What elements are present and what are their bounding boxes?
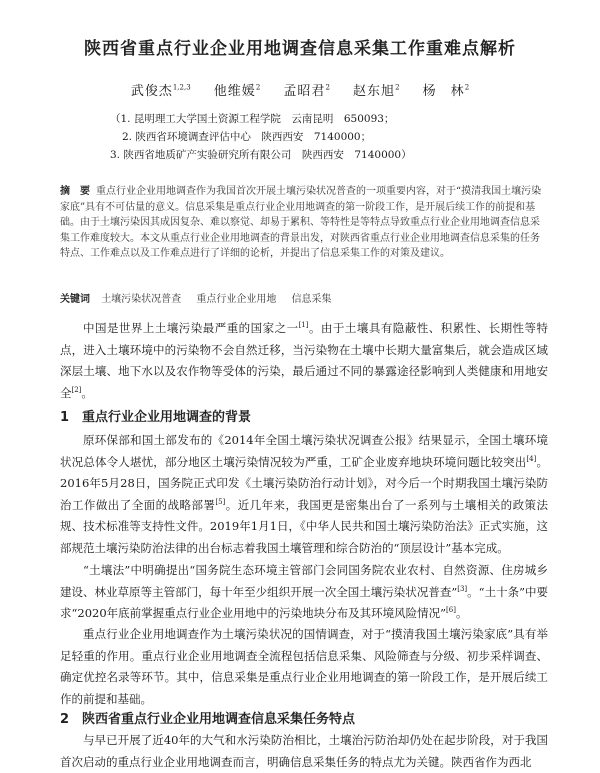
citation: [3] (457, 584, 468, 593)
section-title: 重点行业企业用地调查的背景 (82, 410, 252, 425)
body-paragraph: 重点行业企业用地调查作为土壤污染状况的国情调查，对于“摸清我国土壤污染家底”具有举足轻重的作用。重点行业企业用地调查全流程包括信息采集、风险筛查与分级、初步采样调查、确定优控名录等环节。其中，信息采集是重点行业企业用地调查的第一阶段工作，是开展后续工作的前提和基础。 (60, 627, 548, 706)
body-paragraph: “土壤法”中明确提出“国务院生态环境主管部门会同国务院农业农村、自然资源、住房城乡建设、林业草原等主管部门，每十年至少组织开展一次全国土壤污染状况普查”[3]。“土十条”中要求“2020年底前掌握重点行业企业用地中的污染地块分布及其环境风险情况”[6]。 (60, 563, 548, 621)
section-title: 陕西省重点行业企业用地调查信息采集任务特点 (82, 712, 356, 727)
author-name: 他维媛 (213, 84, 256, 99)
paper-title: 陕西省重点行业企业用地调查信息采集工作重难点解析 (84, 39, 516, 59)
affiliation-line: （1. 昆明理工大学国土资源工程学院 云南昆明 650093； (110, 113, 395, 125)
intro-paragraph: 中国是世界上土壤污染最严重的国家之一[1]。由于土壤具有隐蔽性、积累性、长期性等特点，进入土壤环境中的污染物不会自然迁移，当污染物在土壤中长期大量富集后，就会造成区域深层土壤、地下水以及农作物等受体的污染，最后通过不同的暴露途径影响到人类健康和用地安全[2]。 (60, 321, 548, 400)
affiliation-list (110, 110, 550, 164)
author (353, 80, 399, 99)
citation: [4] (526, 454, 537, 463)
section-number: 1 (60, 410, 70, 425)
author-name: 杨 林 (422, 84, 465, 99)
section-heading (60, 406, 548, 425)
keywords (60, 290, 544, 305)
author-name: 武俊杰 (130, 84, 173, 99)
author (131, 80, 191, 99)
section-number: 2 (60, 712, 70, 727)
body-paragraph: 与早已开展了近40年的大气和水污染防治相比，土壤治污防治却仍处在起步阶段，对于我国首次启动的重点行业企业用地调查而言，明确信息采集任务的特点尤为关键。陕西省作为西北 (60, 733, 548, 769)
author-list (0, 80, 600, 99)
abstract-text: 重点行业企业用地调查作为我国首次开展土壤污染状况普查的一项重要内容，对于“摸清我国土壤污染家底”具有不可估量的意义。信息采集是重点行业企业用地调查的第一阶段工作，是开展后续工作的前提和基础。由于土壤污染因其成因复杂、难以察觉、却易于累积、等特性是等特点导致重点行业企业用地调查信息采集工作难度较大。本文从重点行业企业用地调查的背景出发，对陕西省重点行业企业用地调查信息采集的任务特点、工作难点以及工作难点进行了详细的论析，并提出了信息采集工作的对策及建议。 (60, 186, 542, 259)
author (283, 80, 329, 99)
author-affiliation-mark: 1,2,3 (172, 83, 191, 92)
author-affiliation-mark: 2 (255, 83, 261, 92)
citation: [6] (446, 606, 456, 615)
section-heading (60, 708, 548, 727)
citation: [5] (215, 497, 226, 506)
author-affiliation-mark: 2 (464, 83, 470, 92)
body-paragraph: 原环保部和国土部发布的《2014年全国土壤污染状况调查公报》结果显示，全国土壤环境状况总体令人堪忧，部分地区土壤污染情况较为严重，工矿企业废弃地块环境问题比较突出[4]。2016年5月28日，国务院正式印发《土壤污染防治行动计划》，对今后一个时期我国土壤污染防治工作做出了全面的战略部署[5]。近几年来，我国更是密集出台了一系列与土壤相关的政策法规、技术标准等支持性文件。2019年1月1日，《中华人民共和国土壤污染防治法》正式实施，这部规范土壤污染防治法律的出台标志着我国土壤管理和综合防治的“顶层设计”基本完成。 (60, 433, 549, 555)
keyword: 重点行业企业用地 (196, 294, 277, 305)
author-name: 孟昭君 (283, 84, 326, 99)
abstract-label: 摘 要 (60, 186, 90, 197)
author (214, 80, 260, 99)
keyword: 信息采集 (291, 294, 332, 305)
keywords-label: 关键词 (60, 294, 90, 305)
citation: [2] (71, 385, 82, 394)
keyword: 土壤污染状况普查 (101, 294, 182, 305)
author-name: 赵东旭 (353, 84, 396, 99)
affiliation-line: 3. 陕西省地质矿产实验研究所有限公司 陕西西安 7140000） (110, 149, 412, 161)
author-affiliation-mark: 2 (395, 83, 400, 92)
author-affiliation-mark: 2 (325, 83, 330, 92)
author (423, 80, 469, 99)
abstract (60, 184, 544, 262)
citation: [1] (298, 321, 309, 330)
affiliation-line: 2. 陕西省环境调查评估中心 陕西西安 7140000； (122, 131, 372, 143)
